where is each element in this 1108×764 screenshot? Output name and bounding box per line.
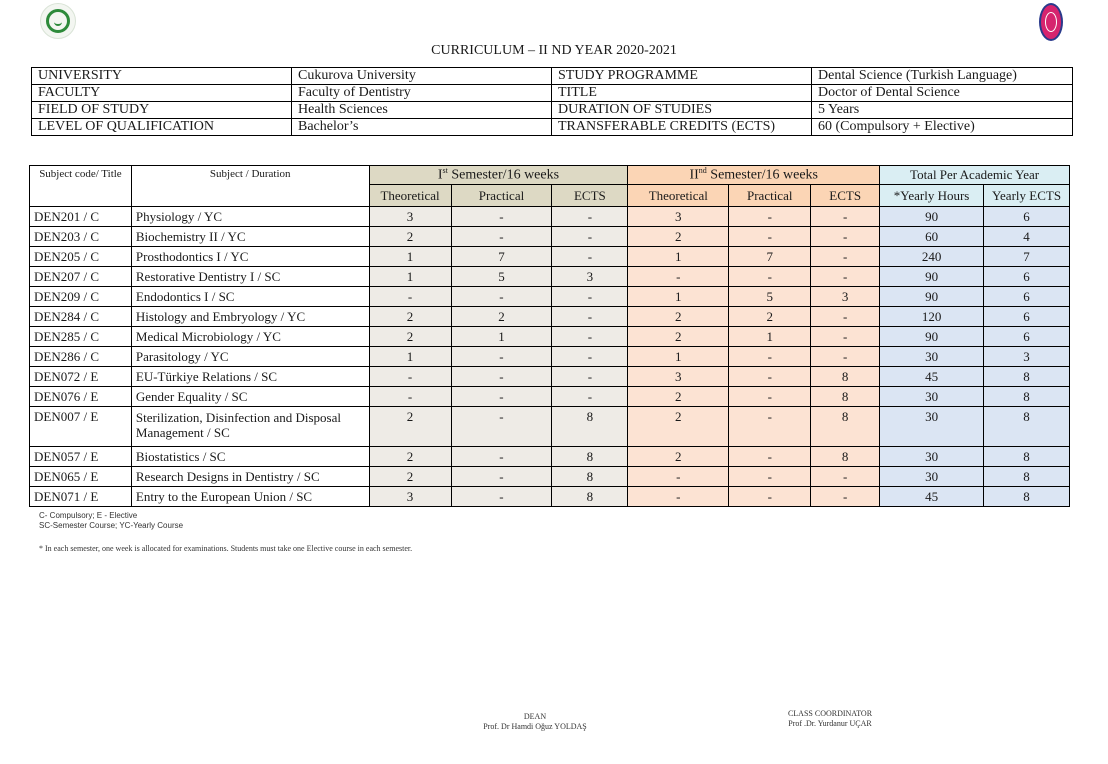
s1-ects-cell: - bbox=[552, 247, 628, 267]
s1-ects-cell: 8 bbox=[552, 467, 628, 487]
header-total-per-year: Total Per Academic Year bbox=[880, 166, 1070, 185]
header-s2-ects: ECTS bbox=[811, 185, 880, 207]
s2-theoretical-cell: - bbox=[628, 487, 729, 507]
subject-name-cell: Physiology / YC bbox=[131, 207, 369, 227]
table-row bbox=[30, 227, 1070, 247]
s2-practical-cell: 2 bbox=[729, 307, 811, 327]
yearly-hours-cell: 90 bbox=[880, 207, 984, 227]
s1-theoretical-cell: 3 bbox=[369, 487, 451, 507]
s2-practical-cell: - bbox=[729, 467, 811, 487]
s2-practical-cell: - bbox=[729, 347, 811, 367]
s2-ects-cell: 8 bbox=[811, 387, 880, 407]
s1-ects-cell: - bbox=[552, 287, 628, 307]
s2-practical-cell: - bbox=[729, 207, 811, 227]
table-row bbox=[30, 267, 1070, 287]
s2-practical-cell: - bbox=[729, 267, 811, 287]
s2-practical-cell: - bbox=[729, 387, 811, 407]
s2-practical-cell: - bbox=[729, 487, 811, 507]
s2-theoretical-cell: 2 bbox=[628, 227, 729, 247]
s1-practical-cell: - bbox=[451, 207, 552, 227]
s1-practical-cell: 1 bbox=[451, 327, 552, 347]
s2-practical-cell: - bbox=[729, 407, 811, 447]
s1-theoretical-cell: 2 bbox=[369, 307, 451, 327]
s1-ects-cell: - bbox=[552, 207, 628, 227]
yearly-ects-cell: 8 bbox=[984, 467, 1070, 487]
yearly-hours-cell: 90 bbox=[880, 327, 984, 347]
yearly-ects-cell: 6 bbox=[984, 207, 1070, 227]
s1-ects-cell: - bbox=[552, 307, 628, 327]
s1-theoretical-cell: 2 bbox=[369, 407, 451, 447]
info-value: Cukurova University bbox=[292, 68, 552, 85]
s1-ects-cell: - bbox=[552, 227, 628, 247]
s1-theoretical-cell: 2 bbox=[369, 227, 451, 247]
yearly-ects-cell: 6 bbox=[984, 267, 1070, 287]
yearly-hours-cell: 30 bbox=[880, 347, 984, 367]
yearly-hours-cell: 30 bbox=[880, 387, 984, 407]
s2-ects-cell: - bbox=[811, 467, 880, 487]
info-label: UNIVERSITY bbox=[32, 68, 292, 85]
legend bbox=[39, 511, 183, 531]
yearly-ects-cell: 8 bbox=[984, 447, 1070, 467]
subject-name-cell: Endodontics I / SC bbox=[131, 287, 369, 307]
s2-practical-cell: - bbox=[729, 447, 811, 467]
s2-theoretical-cell: 2 bbox=[628, 307, 729, 327]
yearly-hours-cell: 90 bbox=[880, 287, 984, 307]
s2-theoretical-cell: 3 bbox=[628, 367, 729, 387]
info-label: DURATION OF STUDIES bbox=[552, 102, 812, 119]
s2-theoretical-cell: - bbox=[628, 467, 729, 487]
s2-ects-cell: - bbox=[811, 247, 880, 267]
subject-code-cell: DEN201 / C bbox=[30, 207, 132, 227]
s2-theoretical-cell: 2 bbox=[628, 407, 729, 447]
s1-ects-cell: 8 bbox=[552, 447, 628, 467]
yearly-hours-cell: 45 bbox=[880, 487, 984, 507]
s2-ects-cell: 8 bbox=[811, 407, 880, 447]
university-logo bbox=[40, 3, 76, 39]
subject-name-cell: Histology and Embryology / YC bbox=[131, 307, 369, 327]
s1-ects-cell: 8 bbox=[552, 407, 628, 447]
info-value: Health Sciences bbox=[292, 102, 552, 119]
info-label: LEVEL OF QUALIFICATION bbox=[32, 119, 292, 136]
s1-theoretical-cell: - bbox=[369, 387, 451, 407]
yearly-hours-cell: 90 bbox=[880, 267, 984, 287]
info-value: 60 (Compulsory + Elective) bbox=[812, 119, 1073, 136]
s1-ects-cell: 3 bbox=[552, 267, 628, 287]
subject-code-cell: DEN007 / E bbox=[30, 407, 132, 447]
yearly-hours-cell: 30 bbox=[880, 407, 984, 447]
dean-signature bbox=[460, 712, 610, 732]
subject-code-cell: DEN071 / E bbox=[30, 487, 132, 507]
info-value: Bachelor’s bbox=[292, 119, 552, 136]
info-row bbox=[32, 68, 1073, 85]
legend-line-1: C- Compulsory; E - Elective bbox=[39, 511, 138, 520]
s1-practical-cell: 2 bbox=[451, 307, 552, 327]
coordinator-name: Prof .Dr. Yurdanur UÇAR bbox=[788, 719, 872, 728]
yearly-ects-cell: 4 bbox=[984, 227, 1070, 247]
s2-practical-cell: 7 bbox=[729, 247, 811, 267]
table-row bbox=[30, 367, 1070, 387]
legend-line-2: SC-Semester Course; YC-Yearly Course bbox=[39, 521, 184, 530]
subject-name-cell: Gender Equality / SC bbox=[131, 387, 369, 407]
subject-name-cell: Entry to the European Union / SC bbox=[131, 487, 369, 507]
s2-practical-cell: - bbox=[729, 227, 811, 247]
table-row bbox=[30, 487, 1070, 507]
s1-practical-cell: - bbox=[451, 447, 552, 467]
table-row bbox=[30, 247, 1070, 267]
yearly-ects-cell: 6 bbox=[984, 307, 1070, 327]
s1-practical-cell: - bbox=[451, 227, 552, 247]
header-semester-1: Ist Semester/16 weeks bbox=[369, 166, 628, 185]
programme-info-table bbox=[31, 67, 1073, 136]
table-row bbox=[30, 287, 1070, 307]
subject-name-cell: Research Designs in Dentistry / SC bbox=[131, 467, 369, 487]
s2-theoretical-cell: 2 bbox=[628, 327, 729, 347]
info-value: Faculty of Dentistry bbox=[292, 85, 552, 102]
subject-code-cell: DEN284 / C bbox=[30, 307, 132, 327]
yearly-hours-cell: 30 bbox=[880, 467, 984, 487]
table-row bbox=[30, 307, 1070, 327]
s1-theoretical-cell: 1 bbox=[369, 267, 451, 287]
subject-code-cell: DEN072 / E bbox=[30, 367, 132, 387]
s1-practical-cell: - bbox=[451, 347, 552, 367]
s1-practical-cell: - bbox=[451, 407, 552, 447]
info-row bbox=[32, 119, 1073, 136]
s2-ects-cell: - bbox=[811, 267, 880, 287]
info-label: STUDY PROGRAMME bbox=[552, 68, 812, 85]
info-value: 5 Years bbox=[812, 102, 1073, 119]
table-row bbox=[30, 447, 1070, 467]
s2-practical-cell: 5 bbox=[729, 287, 811, 307]
yearly-ects-cell: 8 bbox=[984, 367, 1070, 387]
subject-name-cell: EU-Türkiye Relations / SC bbox=[131, 367, 369, 387]
subject-code-cell: DEN207 / C bbox=[30, 267, 132, 287]
info-label: FIELD OF STUDY bbox=[32, 102, 292, 119]
coordinator-signature bbox=[760, 709, 900, 729]
s2-ects-cell: - bbox=[811, 487, 880, 507]
yearly-ects-cell: 8 bbox=[984, 487, 1070, 507]
s2-ects-cell: - bbox=[811, 347, 880, 367]
s1-theoretical-cell: - bbox=[369, 367, 451, 387]
s1-theoretical-cell: 3 bbox=[369, 207, 451, 227]
info-value: Doctor of Dental Science bbox=[812, 85, 1073, 102]
s1-practical-cell: - bbox=[451, 467, 552, 487]
s1-practical-cell: - bbox=[451, 387, 552, 407]
s2-ects-cell: - bbox=[811, 327, 880, 347]
header-s1-theoretical: Theoretical bbox=[369, 185, 451, 207]
s2-theoretical-cell: - bbox=[628, 267, 729, 287]
header-s1-practical: Practical bbox=[451, 185, 552, 207]
s1-theoretical-cell: - bbox=[369, 287, 451, 307]
yearly-ects-cell: 3 bbox=[984, 347, 1070, 367]
s1-theoretical-cell: 1 bbox=[369, 347, 451, 367]
table-row bbox=[30, 347, 1070, 367]
s1-theoretical-cell: 2 bbox=[369, 327, 451, 347]
subject-name-cell: Prosthodontics I / YC bbox=[131, 247, 369, 267]
header-yearly-hours: *Yearly Hours bbox=[880, 185, 984, 207]
dean-name: Prof. Dr Hamdi Oğuz YOLDAŞ bbox=[483, 722, 587, 731]
info-label: TITLE bbox=[552, 85, 812, 102]
yearly-ects-cell: 8 bbox=[984, 407, 1070, 447]
subject-code-cell: DEN057 / E bbox=[30, 447, 132, 467]
s1-theoretical-cell: 1 bbox=[369, 247, 451, 267]
s2-theoretical-cell: 3 bbox=[628, 207, 729, 227]
s1-ects-cell: 8 bbox=[552, 487, 628, 507]
subject-code-cell: DEN285 / C bbox=[30, 327, 132, 347]
s2-ects-cell: - bbox=[811, 207, 880, 227]
subject-name-cell: Parasitology / YC bbox=[131, 347, 369, 367]
header-semester-2: IInd Semester/16 weeks bbox=[628, 166, 880, 185]
subject-name-cell: Biostatistics / SC bbox=[131, 447, 369, 467]
header-subject-code: Subject code/ Title bbox=[30, 166, 132, 207]
s2-theoretical-cell: 2 bbox=[628, 447, 729, 467]
page-title: CURRICULUM – II ND YEAR 2020-2021 bbox=[431, 43, 677, 58]
header-s2-theoretical: Theoretical bbox=[628, 185, 729, 207]
subject-code-cell: DEN076 / E bbox=[30, 387, 132, 407]
s2-theoretical-cell: 1 bbox=[628, 347, 729, 367]
table-row bbox=[30, 327, 1070, 347]
info-row bbox=[32, 102, 1073, 119]
table-row bbox=[30, 387, 1070, 407]
header-s1-ects: ECTS bbox=[552, 185, 628, 207]
s1-practical-cell: 7 bbox=[451, 247, 552, 267]
s1-ects-cell: - bbox=[552, 327, 628, 347]
subject-name-cell: Restorative Dentistry I / SC bbox=[131, 267, 369, 287]
coordinator-title: CLASS COORDINATOR bbox=[787, 709, 873, 718]
s2-ects-cell: 8 bbox=[811, 367, 880, 387]
header-subject-duration: Subject / Duration bbox=[131, 166, 369, 207]
s2-theoretical-cell: 1 bbox=[628, 287, 729, 307]
s1-practical-cell: - bbox=[451, 367, 552, 387]
subject-code-cell: DEN209 / C bbox=[30, 287, 132, 307]
yearly-ects-cell: 7 bbox=[984, 247, 1070, 267]
footnote: * In each semester, one week is allocated for examinations. Students must take one Elective course in each semester. bbox=[39, 544, 413, 553]
subject-code-cell: DEN205 / C bbox=[30, 247, 132, 267]
subject-code-cell: DEN286 / C bbox=[30, 347, 132, 367]
s1-practical-cell: - bbox=[451, 487, 552, 507]
s1-theoretical-cell: 2 bbox=[369, 447, 451, 467]
yearly-ects-cell: 8 bbox=[984, 387, 1070, 407]
s2-practical-cell: 1 bbox=[729, 327, 811, 347]
s1-practical-cell: 5 bbox=[451, 267, 552, 287]
yearly-hours-cell: 45 bbox=[880, 367, 984, 387]
yearly-hours-cell: 240 bbox=[880, 247, 984, 267]
yearly-ects-cell: 6 bbox=[984, 327, 1070, 347]
table-row bbox=[30, 467, 1070, 487]
s1-practical-cell: - bbox=[451, 287, 552, 307]
s2-ects-cell: - bbox=[811, 227, 880, 247]
s2-ects-cell: 3 bbox=[811, 287, 880, 307]
subject-code-cell: DEN203 / C bbox=[30, 227, 132, 247]
info-row bbox=[32, 85, 1073, 102]
s2-ects-cell: 8 bbox=[811, 447, 880, 467]
yearly-hours-cell: 30 bbox=[880, 447, 984, 467]
table-row bbox=[30, 407, 1070, 447]
faculty-logo bbox=[1039, 3, 1063, 41]
info-label: TRANSFERABLE CREDITS (ECTS) bbox=[552, 119, 812, 136]
yearly-hours-cell: 60 bbox=[880, 227, 984, 247]
subject-code-cell: DEN065 / E bbox=[30, 467, 132, 487]
info-label: FACULTY bbox=[32, 85, 292, 102]
header-s2-practical: Practical bbox=[729, 185, 811, 207]
subject-name-cell: Biochemistry II / YC bbox=[131, 227, 369, 247]
yearly-ects-cell: 6 bbox=[984, 287, 1070, 307]
s2-ects-cell: - bbox=[811, 307, 880, 327]
s2-theoretical-cell: 2 bbox=[628, 387, 729, 407]
s2-practical-cell: - bbox=[729, 367, 811, 387]
info-value: Dental Science (Turkish Language) bbox=[812, 68, 1073, 85]
s2-theoretical-cell: 1 bbox=[628, 247, 729, 267]
subject-name-cell: Sterilization, Disinfection and Disposal Management / SC bbox=[131, 407, 369, 447]
s1-theoretical-cell: 2 bbox=[369, 467, 451, 487]
table-row bbox=[30, 207, 1070, 227]
dean-title: DEAN bbox=[523, 712, 547, 721]
curriculum-table bbox=[29, 165, 1070, 507]
yearly-hours-cell: 120 bbox=[880, 307, 984, 327]
header-yearly-ects: Yearly ECTS bbox=[984, 185, 1070, 207]
s1-ects-cell: - bbox=[552, 367, 628, 387]
s1-ects-cell: - bbox=[552, 387, 628, 407]
s1-ects-cell: - bbox=[552, 347, 628, 367]
subject-name-cell: Medical Microbiology / YC bbox=[131, 327, 369, 347]
